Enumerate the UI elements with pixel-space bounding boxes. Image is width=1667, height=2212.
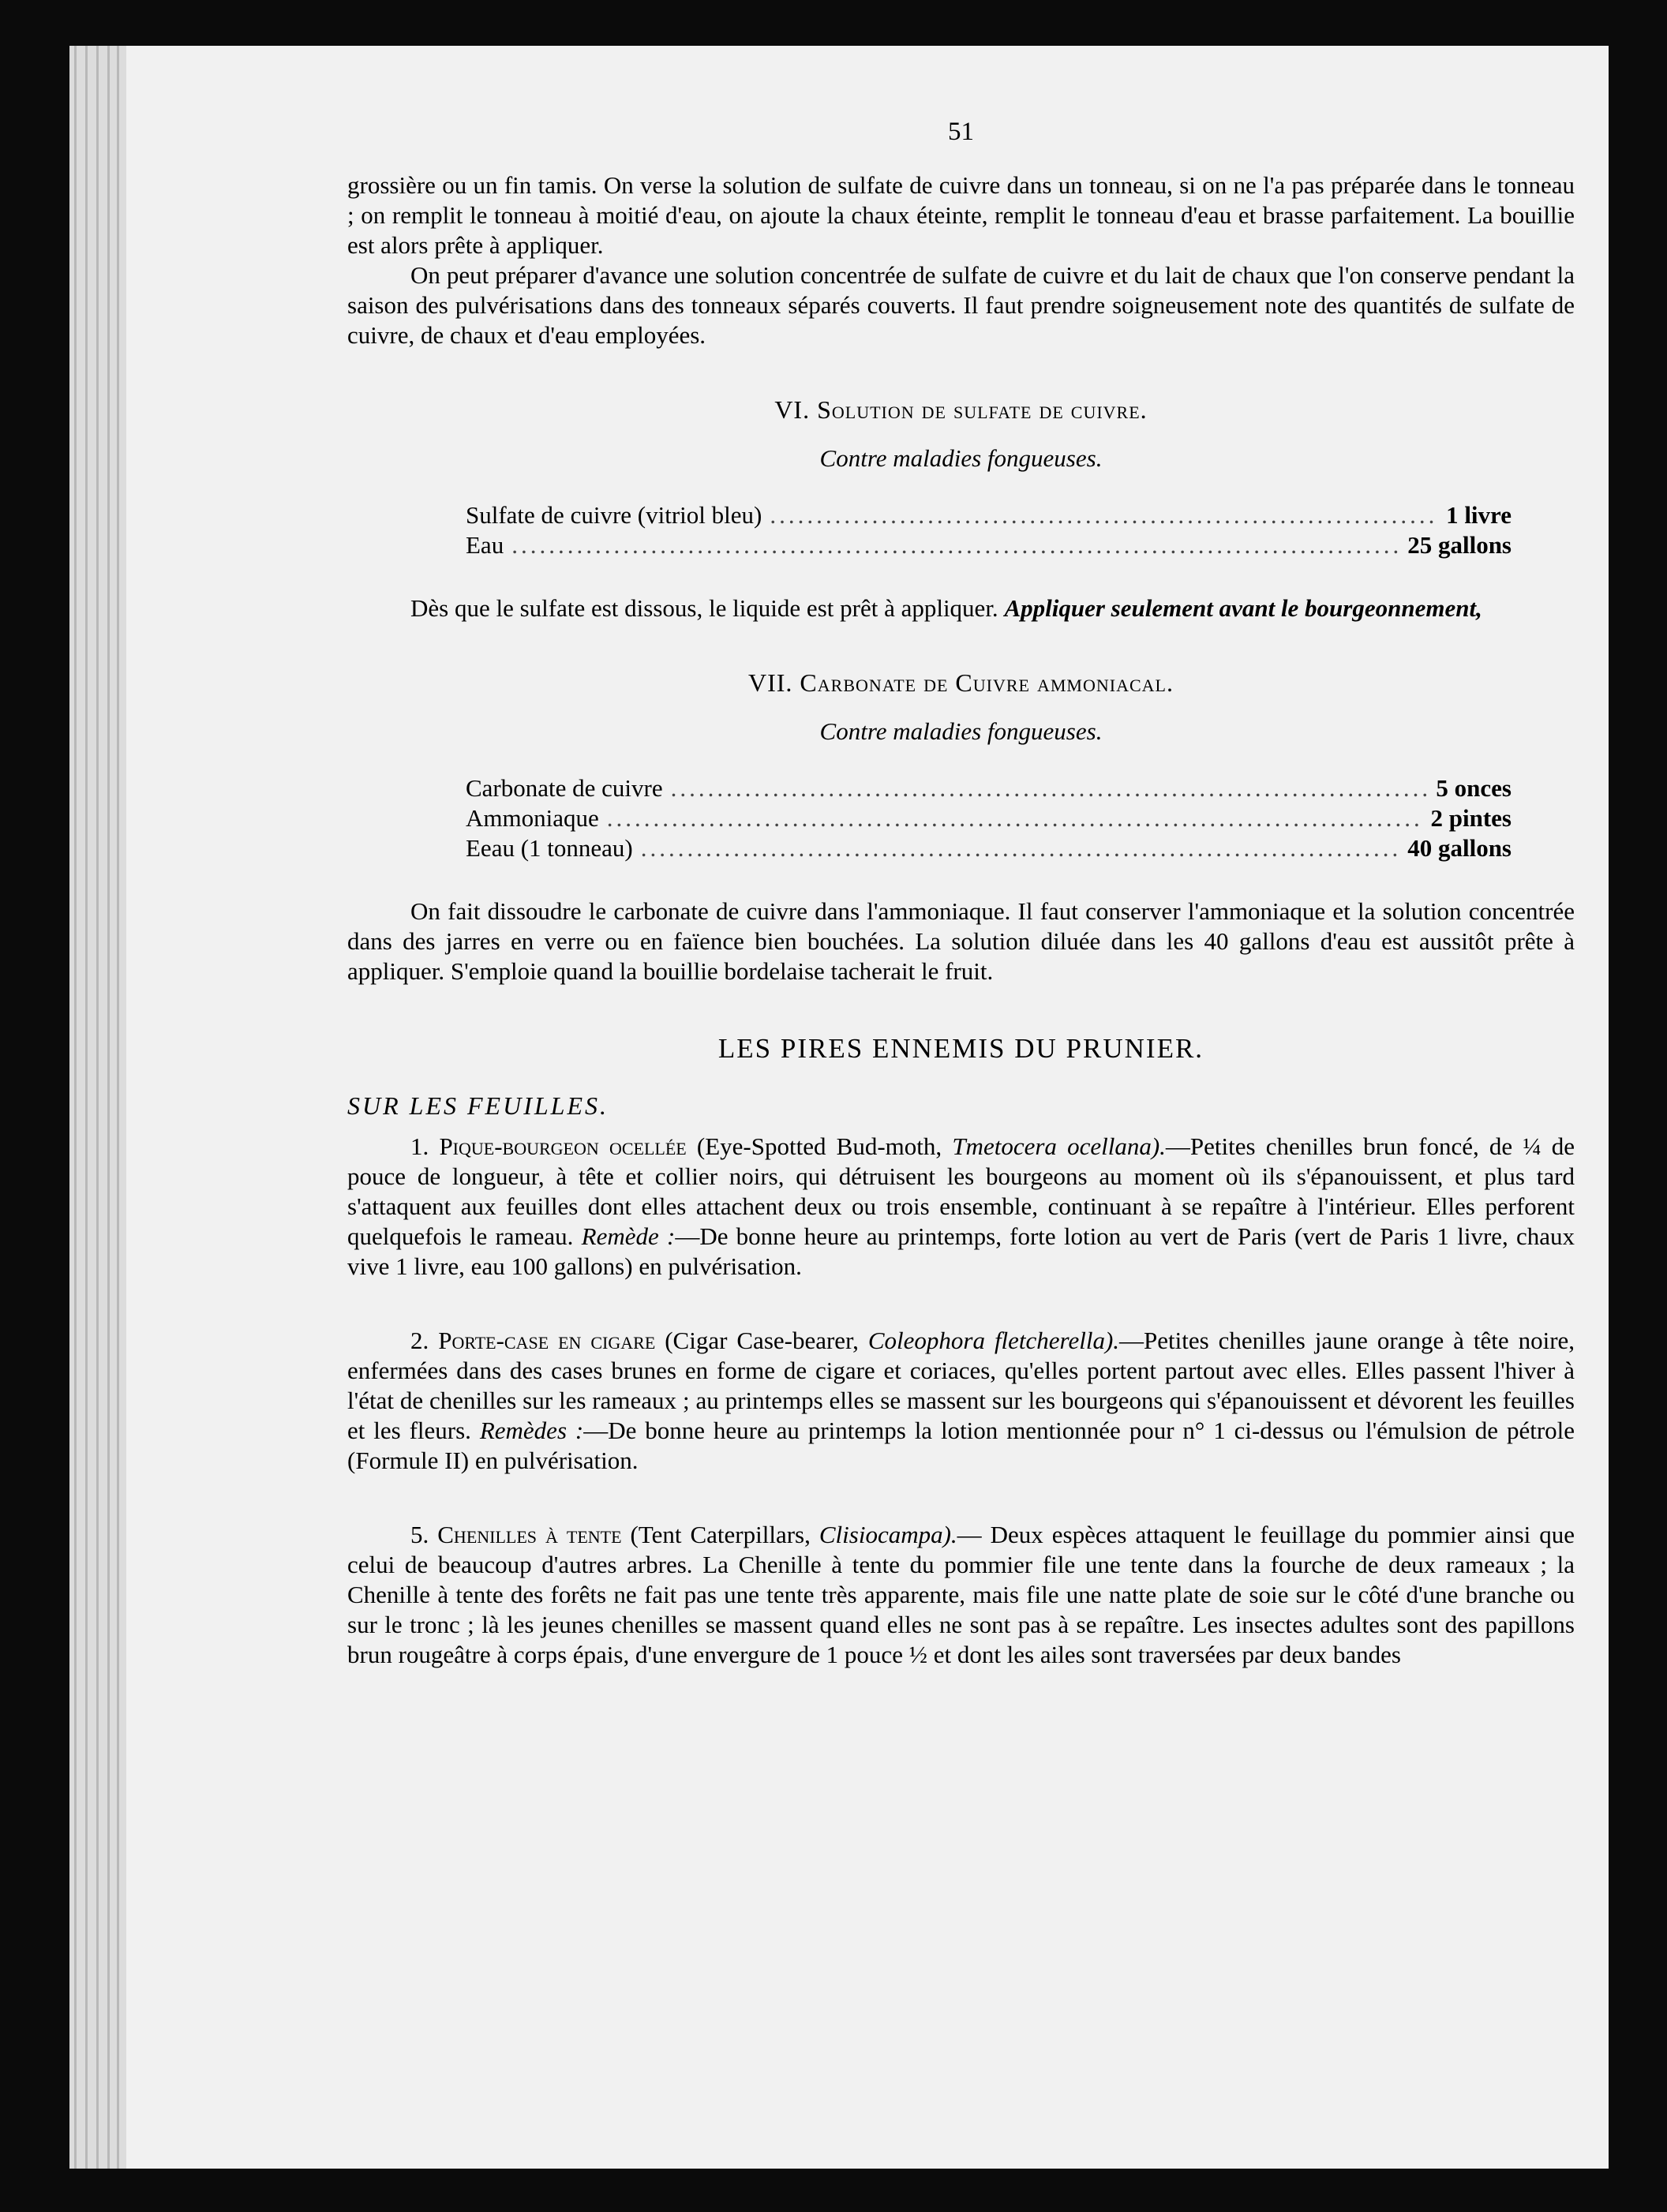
- ingredient-name: Sulfate de cuivre (vitriol bleu): [466, 501, 762, 529]
- entry-number: 1.: [410, 1132, 429, 1160]
- ingredient-name: Eau: [466, 531, 504, 559]
- enemy-entry: [347, 1326, 1575, 1476]
- page-edge: [107, 46, 110, 2169]
- entry-remedy-label: Remèdes :: [479, 1417, 584, 1444]
- page-edge: [117, 46, 119, 2169]
- recipe-row: [466, 530, 1512, 560]
- entry-body: —Petites chenilles brun foncé, de ¼ de pouce de longueur, à tête et collier noirs, qui détruisent les bourgeons au moment où ils s'épanouissent, et plus tard s'attaquent aux feuilles dont elles attachent deux ou trois ensemble, continuant à se repaître à l'intérieur. Elles perforent quelquefois le rameau.: [347, 1132, 1575, 1250]
- entry-english: (Eye-Spotted Bud-moth,: [696, 1132, 942, 1160]
- entry-body: — Deux espèces attaquent le feuillage du pommier ainsi que celui de beaucoup d'autres arbres. La Chenille à tente du pommier file une tente dans la fourche de deux rameaux ; la Chenille à tente des forêts ne fait pas une tente très apparente, mais file une natte plate de soie sur le côté d'une branche ou sur le tronc ; là les jeunes chenilles se massent quand elles ne sont pas à se repaître. Les insectes adultes sont des papillons brun rougeâtre à corps épais, d'une envergure de 1 pouce ½ et dont les ailes sont traversées par deux bandes: [347, 1521, 1575, 1668]
- entry-body: —Petites chenilles jaune orange à tête noire, enfermées dans des cases brunes en forme de cigare et coriaces, qu'elles portent partout avec elles. Elles passent l'hiver à l'état de chenilles sur les rameaux ; au printemps elles se massent sur les bourgeons qui s'épanouissent et dévorent les feuilles et les fleurs.: [347, 1327, 1575, 1444]
- enemies-subheading: SUR LES FEUILLES.: [347, 1091, 609, 1120]
- entry-remedy: —De bonne heure au printemps, forte lotion au vert de Paris (vert de Paris 1 livre, chaux vive 1 livre, eau 100 gallons) en pulvérisation.: [347, 1222, 1575, 1280]
- section-vii-subheading: Contre maladies fongueuses.: [819, 717, 1103, 745]
- entry-remedy: —De bonne heure au printemps la lotion mentionnée pour n° 1 ci-dessus ou l'émulsion de pétrole (Formule II) en pulvérisation.: [347, 1417, 1575, 1474]
- ingredient-qty: 40 gallons: [1407, 834, 1512, 862]
- section-vii-note: On fait dissoudre le carbonate de cuivre dans l'ammoniaque. Il faut conserver l'ammoniaque et la solution concentrée dans des jarres en verre ou en faïence bien bouchées. La solution diluée dans les 40 gallons d'eau est aussitôt prête à appliquer. S'emploie quand la bouillie bordelaise tacherait le fruit.: [347, 897, 1575, 985]
- leader-dots: [641, 833, 1399, 863]
- ingredient-qty: 25 gallons: [1407, 531, 1512, 559]
- section-vii-heading: VII. Carbonate de Cuivre ammoniacal.: [748, 668, 1174, 697]
- entry-latin: Coleophora fletcherella).: [867, 1327, 1120, 1354]
- entry-english: (Cigar Case-bearer,: [665, 1327, 859, 1354]
- entry-latin: Clisiocampa).: [819, 1521, 957, 1548]
- ingredient-qty: 5 onces: [1436, 774, 1512, 802]
- enemies-heading: LES PIRES ENNEMIS DU PRUNIER.: [717, 1033, 1204, 1064]
- ingredient-name: Eeau (1 tonneau): [466, 834, 633, 862]
- recipe-row: [466, 773, 1512, 803]
- page-edge: [74, 46, 77, 2169]
- leader-dots: [511, 530, 1399, 560]
- section-vii-recipe: [466, 773, 1512, 863]
- leader-dots: [671, 773, 1429, 803]
- entry-name: Porte-case en cigare: [438, 1327, 656, 1354]
- recipe-row: [466, 833, 1512, 863]
- intro-paragraph: grossière ou un fin tamis. On verse la solution de sulfate de cuivre dans un tonneau, si on ne l'a pas préparée dans le tonneau ; on remplit le tonneau à moitié d'eau, on ajoute la chaux éteinte, remplit le tonneau d'eau et brasse parfaitement. La bouillie est alors prête à appliquer.: [347, 171, 1575, 259]
- section-vi-heading: VI. Solution de sulfate de cuivre.: [774, 395, 1148, 424]
- enemy-entry: [347, 1132, 1575, 1282]
- entry-latin: Tmetocera ocellana).: [952, 1132, 1166, 1160]
- entry-number: 2.: [410, 1327, 429, 1354]
- section-vi-note-emphasis: Appliquer seulement avant le bourgeonnement,: [1004, 594, 1482, 622]
- recipe-row: [466, 803, 1512, 833]
- ingredient-qty: 2 pintes: [1430, 804, 1512, 832]
- ingredient-qty: 1 livre: [1446, 501, 1512, 529]
- entry-number: 5.: [410, 1521, 429, 1548]
- intro-paragraph: On peut préparer d'avance une solution concentrée de sulfate de cuivre et du lait de chaux que l'on conserve pendant la saison des pulvérisations dans des tonneaux séparés couverts. Il faut prendre soigneusement note des quantités de sulfate de cuivre, de chaux et d'eau employées.: [347, 261, 1575, 349]
- page-edge: [96, 46, 99, 2169]
- page-content: [347, 117, 1575, 1670]
- ingredient-name: Ammoniaque: [466, 804, 599, 832]
- section-vi-recipe: [466, 500, 1512, 560]
- recipe-row: [466, 500, 1512, 530]
- entry-remedy-label: Remède :: [581, 1222, 676, 1250]
- entry-name: Chenilles à tente: [437, 1521, 622, 1548]
- section-vi-subheading: Contre maladies fongueuses.: [819, 444, 1103, 472]
- ingredient-name: Carbonate de cuivre: [466, 774, 663, 802]
- enemy-entry: [347, 1520, 1575, 1670]
- page-number: 51: [948, 118, 974, 146]
- section-vi-note-text: Dès que le sulfate est dissous, le liquide est prêt à appliquer.: [410, 594, 998, 622]
- leader-dots: [607, 803, 1423, 833]
- leader-dots: [770, 500, 1438, 530]
- page-edge: [85, 46, 88, 2169]
- entry-name: Pique-bourgeon ocellée: [439, 1132, 687, 1160]
- entry-english: (Tent Caterpillars,: [630, 1521, 811, 1548]
- section-vi-note: [347, 593, 1575, 623]
